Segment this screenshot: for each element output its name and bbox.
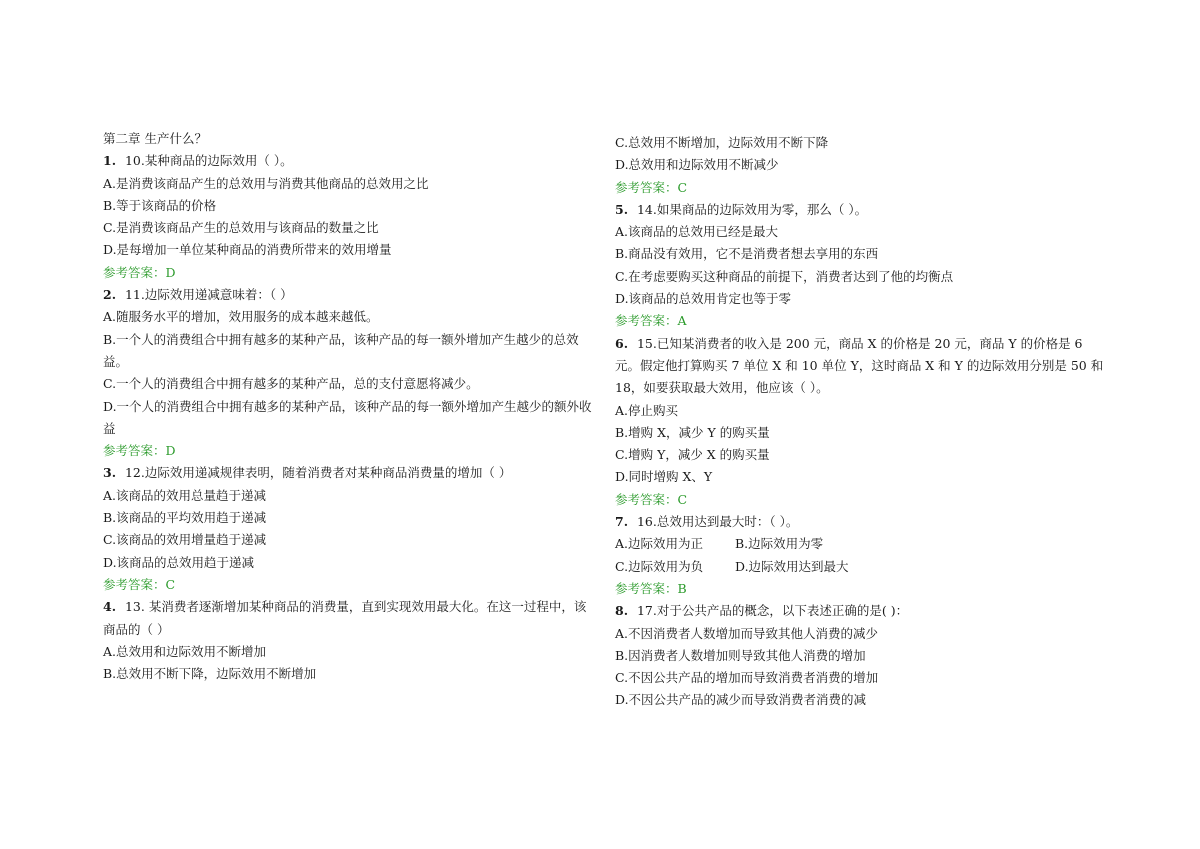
- reference-answer: 参考答案：D: [103, 264, 176, 280]
- option: B.商品没有效用，它不是消费者想去享用的东西: [615, 246, 879, 262]
- question-number: 2.: [103, 287, 117, 303]
- question-text: 15.已知某消费者的收入是 200 元，商品 X 的价格是 20 元，商品 Y 的价格是 6 元。假定他打算购买 7 单位 X 和 10 单位 Y，这时商品 X 和 Y 的边际效用分别是 50 和 18，如要获取最大效用，他应该（ ）。: [615, 335, 1104, 396]
- reference-answer: 参考答案：C: [615, 179, 688, 195]
- reference-answer: 参考答案：B: [615, 580, 687, 596]
- question-text: 10.某种商品的边际效用（ ）。: [124, 153, 293, 169]
- option: A.边际效用为正: [615, 536, 704, 552]
- option: C.边际效用为负: [615, 558, 704, 574]
- option: B.等于该商品的价格: [103, 197, 217, 213]
- chapter-title: 第二章 生产什么？: [103, 131, 207, 146]
- option-pair: [615, 533, 1105, 555]
- question-text: 17.对于公共产品的概念，以下表述正确的是( )：: [636, 603, 909, 619]
- question-8-stem: [615, 600, 1105, 622]
- question-number: 8.: [615, 603, 629, 619]
- right-column: [615, 132, 1105, 712]
- question-4-stem: [103, 596, 593, 641]
- option: D.同时增购 X、Y: [615, 469, 713, 485]
- question-1-stem: [103, 150, 593, 172]
- option: C.是消费该商品产生的总效用与该商品的数量之比: [103, 220, 379, 236]
- question-5-stem: [615, 199, 1105, 221]
- option-pair: [615, 556, 1105, 578]
- option: D.该商品的总效用趋于递减: [103, 554, 255, 570]
- option: B.边际效用为零: [735, 536, 824, 552]
- reference-answer: 参考答案：D: [103, 443, 176, 459]
- question-number: 3.: [103, 465, 117, 481]
- option: A.是消费该商品产生的总效用与消费其他商品的总效用之比: [103, 175, 429, 191]
- option: B.一个人的消费组合中拥有越多的某种产品，该种产品的每一额外增加产生越少的总效益。: [103, 331, 579, 369]
- option: C.增购 Y，减少 X 的购买量: [615, 447, 770, 463]
- option: B.增购 X，减少 Y 的购买量: [615, 424, 770, 440]
- question-text: 13. 某消费者逐渐增加某种商品的消费量，直到实现效用最大化。在这一过程中，该商品的（ ）: [103, 599, 587, 637]
- option: D.总效用和边际效用不断减少: [615, 157, 779, 173]
- question-text: 16.总效用达到最大时：（ ）。: [636, 514, 799, 530]
- question-7-stem: [615, 511, 1105, 533]
- question-text: 12.边际效用递减规律表明，随着消费者对某种商品消费量的增加（ ）: [124, 465, 512, 481]
- left-column: [103, 128, 593, 685]
- question-2-stem: [103, 284, 593, 306]
- option: D.该商品的总效用肯定也等于零: [615, 291, 792, 307]
- reference-answer: 参考答案：C: [103, 576, 176, 592]
- option: B.该商品的平均效用趋于递减: [103, 510, 267, 526]
- option: C.总效用不断增加，边际效用不断下降: [615, 135, 829, 150]
- question-number: 1.: [103, 153, 117, 169]
- option: A.不因消费者人数增加而导致其他人消费的减少: [615, 625, 879, 641]
- option: C.在考虑要购买这种商品的前提下，消费者达到了他的均衡点: [615, 268, 954, 284]
- option: A.总效用和边际效用不断增加: [103, 643, 267, 659]
- option: D.不因公共产品的减少而导致消费者消费的减: [615, 692, 867, 708]
- question-6-stem: [615, 333, 1105, 400]
- option: B.总效用不断下降，边际效用不断增加: [103, 666, 317, 682]
- option: D.一个人的消费组合中拥有越多的某种产品，该种产品的每一额外增加产生越少的额外收益: [103, 398, 592, 436]
- question-text: 14.如果商品的边际效用为零，那么（ ）。: [636, 201, 868, 217]
- option: A.该商品的效用总量趋于递减: [103, 487, 267, 503]
- question-number: 5.: [615, 201, 629, 217]
- option: A.随服务水平的增加，效用服务的成本越来越低。: [103, 309, 379, 325]
- option: D.是每增加一单位某种商品的消费所带来的效用增量: [103, 242, 392, 258]
- question-3-stem: [103, 462, 593, 484]
- question-number: 4.: [103, 599, 117, 615]
- reference-answer: 参考答案：C: [615, 491, 688, 507]
- option: B.因消费者人数增加则导致其他人消费的增加: [615, 647, 866, 663]
- option: A.该商品的总效用已经是最大: [615, 224, 779, 240]
- option: C.一个人的消费组合中拥有越多的某种产品，总的支付意愿将减少。: [103, 376, 479, 392]
- option: C.不因公共产品的增加而导致消费者消费的增加: [615, 670, 879, 686]
- option: C.该商品的效用增量趋于递减: [103, 532, 267, 548]
- option: D.边际效用达到最大: [735, 558, 849, 574]
- question-number: 6.: [615, 335, 629, 351]
- option: A.停止购买: [615, 402, 679, 418]
- question-number: 7.: [615, 514, 629, 530]
- question-text: 11.边际效用递减意味着：（ ）: [124, 287, 293, 303]
- reference-answer: 参考答案：A: [615, 313, 687, 329]
